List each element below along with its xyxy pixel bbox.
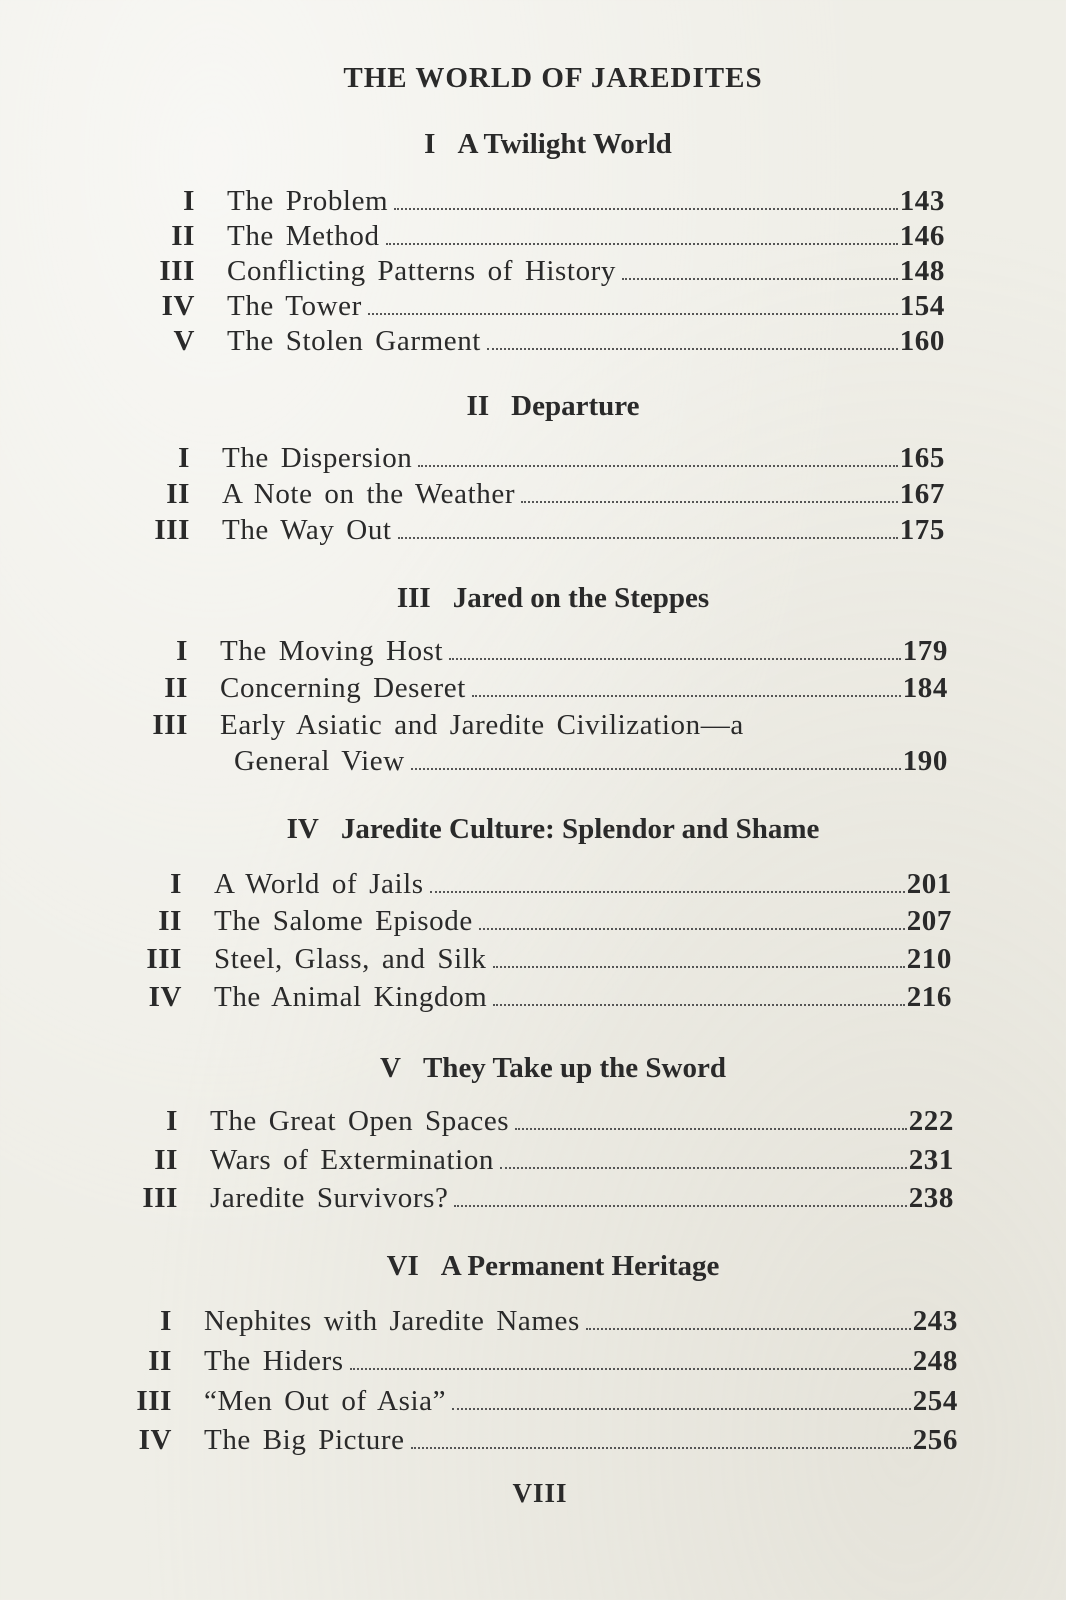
leader-dots <box>622 277 898 280</box>
page-number: 148 <box>899 255 945 287</box>
entry-title: A World of Jails <box>214 868 424 900</box>
leader-dots <box>411 1446 911 1449</box>
entry-title: The Dispersion <box>222 442 413 474</box>
page-number: 216 <box>906 981 952 1013</box>
entry-title: Steel, Glass, and Silk <box>214 943 487 975</box>
toc-entry[interactable] <box>118 1141 954 1179</box>
entry-number: IV <box>138 1424 172 1456</box>
leader-dots <box>350 1367 911 1370</box>
entry-title: The Tower <box>227 290 362 322</box>
section-title: Departure <box>511 390 640 422</box>
entry-title: Early Asiatic and Jaredite Civilization—a <box>220 709 744 741</box>
entry-number: IV <box>148 981 182 1013</box>
entry-title: Conflicting Patterns of History <box>227 255 617 287</box>
toc-entry[interactable] <box>135 217 945 255</box>
section-number: III <box>396 582 431 614</box>
page-number: 222 <box>908 1105 954 1137</box>
entry-title: The Big Picture <box>204 1424 405 1456</box>
entry-title: The Animal Kingdom <box>214 981 488 1013</box>
entry-title: The Salome Episode <box>214 905 473 937</box>
toc-entry[interactable] <box>130 439 945 477</box>
entry-title: The Way Out <box>222 514 392 546</box>
entry-title: “Men Out of Asia” <box>204 1385 447 1417</box>
toc-entry-continuation[interactable] <box>128 742 948 780</box>
leader-dots <box>430 890 905 893</box>
entry-title: The Problem <box>227 185 389 217</box>
toc-entry[interactable] <box>112 1382 958 1420</box>
entry-number: III <box>136 1385 172 1417</box>
toc-entry[interactable] <box>122 978 952 1016</box>
entry-number: I <box>176 635 188 667</box>
section-number: IV <box>286 813 319 845</box>
section-number: VI <box>386 1250 419 1282</box>
page-number: 167 <box>899 478 945 510</box>
leader-dots <box>454 1204 906 1207</box>
toc-entry[interactable] <box>135 322 945 360</box>
section-number: V <box>380 1052 401 1084</box>
page-number: 254 <box>912 1385 958 1417</box>
entry-title: Jaredite Survivors? <box>210 1182 449 1214</box>
toc-entry[interactable] <box>112 1421 958 1459</box>
page-number: 243 <box>912 1305 958 1337</box>
page-number: 184 <box>902 672 948 704</box>
page-title: THE WORLD OF JAREDITES <box>343 62 763 94</box>
entry-number: II <box>148 1345 172 1377</box>
entry-number: II <box>164 672 188 704</box>
entry-title: The Great Open Spaces <box>210 1105 510 1137</box>
entry-number: I <box>170 868 182 900</box>
page-number: 160 <box>899 325 945 357</box>
page-number: 175 <box>899 514 945 546</box>
toc-entry[interactable] <box>128 669 948 707</box>
toc-entry[interactable] <box>112 1302 958 1340</box>
section-heading <box>0 390 1066 423</box>
section-number: II <box>466 390 490 422</box>
page-number: 256 <box>912 1424 958 1456</box>
leader-dots <box>586 1327 911 1330</box>
entry-title: Concerning Deseret <box>220 672 466 704</box>
leader-dots <box>487 347 898 350</box>
entry-number: I <box>160 1305 172 1337</box>
page-number: 143 <box>899 185 945 217</box>
leader-dots <box>521 500 898 503</box>
leader-dots <box>368 312 898 315</box>
leader-dots <box>394 207 897 210</box>
leader-dots <box>493 965 905 968</box>
toc-entry[interactable] <box>135 252 945 290</box>
entry-title: The Moving Host <box>220 635 444 667</box>
toc-entry[interactable] <box>112 1342 958 1380</box>
leader-dots <box>398 536 898 539</box>
entry-title: Wars of Extermination <box>210 1144 495 1176</box>
entry-title: Nephites with Jaredite Names <box>204 1305 580 1337</box>
page-number: 238 <box>908 1182 954 1214</box>
page-number: 190 <box>902 745 948 777</box>
entry-number: I <box>183 185 195 217</box>
page-number: 165 <box>899 442 945 474</box>
section-heading <box>0 1052 1066 1085</box>
page-number: 207 <box>906 905 952 937</box>
entry-number: V <box>173 325 195 357</box>
entry-number: II <box>166 478 190 510</box>
entry-number: III <box>154 514 190 546</box>
entry-title: The Hiders <box>204 1345 344 1377</box>
entry-number: II <box>158 905 182 937</box>
leader-dots <box>386 242 898 245</box>
entry-number: II <box>154 1144 178 1176</box>
entry-number: III <box>142 1182 178 1214</box>
entry-title: The Method <box>227 220 380 252</box>
leader-dots <box>515 1127 907 1130</box>
section-title: Jared on the Steppes <box>452 582 710 614</box>
entry-number: IV <box>161 290 195 322</box>
entry-title-continuation: General View <box>234 745 405 777</box>
page-number: 210 <box>906 943 952 975</box>
section-heading <box>0 1250 1066 1283</box>
toc-entry[interactable] <box>128 706 948 744</box>
page-number: 154 <box>899 290 945 322</box>
page-number: 248 <box>912 1345 958 1377</box>
section-number: I <box>424 128 436 160</box>
toc-entry[interactable] <box>130 511 945 549</box>
entry-number: I <box>178 442 190 474</box>
leader-dots <box>418 464 897 467</box>
section-heading <box>0 813 1066 846</box>
toc-entry[interactable] <box>118 1102 954 1140</box>
section-title: They Take up the Sword <box>422 1052 726 1084</box>
entry-number: II <box>171 220 195 252</box>
toc-entry[interactable] <box>128 632 948 670</box>
entry-title: A Note on the Weather <box>222 478 516 510</box>
page-number: 201 <box>906 868 952 900</box>
leader-dots <box>411 767 901 770</box>
entry-number: III <box>146 943 182 975</box>
section-title: Jaredite Culture: Splendor and Shame <box>340 813 820 845</box>
section-title: A Permanent Heritage <box>440 1250 720 1282</box>
toc-entry[interactable] <box>118 1179 954 1217</box>
page-number: 146 <box>899 220 945 252</box>
entry-title: The Stolen Garment <box>227 325 481 357</box>
page-number: 179 <box>902 635 948 667</box>
toc-entry[interactable] <box>122 940 952 978</box>
toc-entry[interactable] <box>130 475 945 513</box>
toc-entry[interactable] <box>135 182 945 220</box>
page-number: 231 <box>908 1144 954 1176</box>
section-heading <box>0 582 1066 615</box>
toc-entry[interactable] <box>122 865 952 903</box>
leader-dots <box>449 657 900 660</box>
toc-entry[interactable] <box>122 902 952 940</box>
toc-entry[interactable] <box>135 287 945 325</box>
entry-number: III <box>159 255 195 287</box>
leader-dots <box>479 927 905 930</box>
section-heading <box>0 128 1066 161</box>
entry-number: I <box>166 1105 178 1137</box>
leader-dots <box>493 1003 904 1006</box>
leader-dots <box>500 1166 907 1169</box>
section-title: A Twilight World <box>457 128 672 160</box>
leader-dots <box>472 694 901 697</box>
entry-number: III <box>152 709 188 741</box>
leader-dots <box>452 1407 911 1410</box>
page-folio: VIII <box>512 1478 568 1508</box>
